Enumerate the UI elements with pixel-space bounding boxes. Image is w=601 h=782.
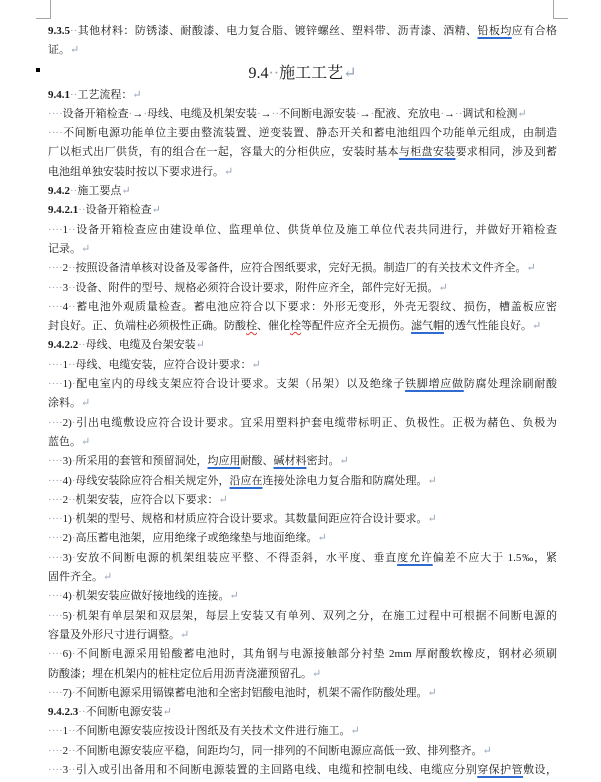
heading-anchor-square-icon bbox=[36, 68, 40, 72]
text-run: 容量及外形尺寸进行调整。 bbox=[48, 628, 180, 641]
formatting-mark: ↵ bbox=[427, 513, 437, 526]
text-line bbox=[48, 472, 557, 491]
text-run: 母线、电缆及台架安装 bbox=[85, 339, 196, 352]
text-run: 不间断电源安装应按设计图纸及有关技术文件进行施工。 bbox=[75, 725, 351, 738]
text-line bbox=[48, 587, 557, 606]
text-run: 不间断电源采用镉镍蓄电池和全密封铝酸电池时，机架不需作防酸处理。 bbox=[75, 686, 428, 699]
text-run: → bbox=[444, 107, 456, 120]
text-run: 9.4.2.1 bbox=[48, 204, 79, 217]
text-line bbox=[48, 259, 557, 278]
text-run: 9.3.5 bbox=[48, 25, 70, 37]
text-line bbox=[48, 221, 557, 240]
text-run: 9.4 bbox=[248, 64, 269, 82]
formatting-mark: ·· bbox=[78, 339, 86, 352]
text-line bbox=[48, 143, 557, 162]
formatting-mark: ·· bbox=[455, 107, 463, 120]
formatting-mark: ↵ bbox=[70, 44, 80, 57]
text-run: 3 bbox=[62, 763, 69, 776]
text-run: 6) bbox=[62, 648, 72, 661]
text-line bbox=[48, 433, 557, 452]
formatting-mark: · bbox=[71, 378, 76, 391]
text-run: 5) bbox=[62, 609, 72, 622]
text-run: 7) bbox=[62, 686, 72, 699]
text-line bbox=[48, 742, 557, 761]
text-run: 与柜盘安装 bbox=[398, 146, 456, 159]
formatting-mark: ↵ bbox=[339, 455, 349, 468]
text-run: 封良好。正、负端柱必须极性正确。防酸 bbox=[48, 320, 246, 333]
text-run: 厂以柜式出厂供货，有的组合在一起，容量大的分柜供应，安装时基本 bbox=[48, 146, 399, 159]
formatting-mark: ···· bbox=[48, 551, 63, 564]
text-run: → bbox=[260, 107, 272, 120]
text-run: 4) bbox=[62, 474, 72, 487]
text-line bbox=[48, 22, 557, 41]
formatting-mark: · bbox=[143, 107, 147, 120]
text-run: 要求相同，涉及到蓄 bbox=[455, 146, 558, 159]
text-line bbox=[48, 414, 557, 433]
text-run: 1) bbox=[62, 513, 72, 526]
formatting-mark: ···· bbox=[48, 648, 63, 661]
formatting-mark: ···· bbox=[48, 686, 63, 699]
text-run: 3) bbox=[62, 551, 72, 564]
text-run: 不间断电源功能单位主要由整流装置、逆变装置、静态开关和蓄电池组四个功能单元组成，由制造 bbox=[62, 127, 557, 140]
text-line bbox=[48, 722, 557, 741]
text-line bbox=[48, 607, 557, 626]
formatting-mark: ···· bbox=[48, 744, 63, 757]
text-line bbox=[48, 452, 557, 471]
text-line bbox=[48, 665, 557, 684]
text-run: 1) bbox=[62, 378, 72, 391]
formatting-mark: ↵ bbox=[151, 204, 161, 217]
document-body bbox=[48, 22, 557, 780]
text-line bbox=[48, 240, 557, 259]
text-run: 其他材料：防锈漆、耐酸漆、电力复合脂、镀锌螺丝、塑料带、沥青漆、酒精、 bbox=[77, 25, 478, 37]
formatting-mark: · bbox=[71, 513, 76, 526]
text-run: 涂料。 bbox=[48, 397, 81, 410]
text-line bbox=[48, 336, 557, 355]
text-boundary-mark-top-left bbox=[36, 0, 51, 19]
formatting-mark: ↵ bbox=[81, 397, 91, 410]
formatting-mark: · bbox=[71, 416, 76, 429]
formatting-mark: ···· bbox=[48, 493, 63, 506]
text-line bbox=[48, 124, 557, 143]
formatting-mark: ···· bbox=[48, 763, 63, 776]
text-run: 4) bbox=[62, 590, 72, 603]
text-run: 度允许 bbox=[397, 551, 433, 564]
text-run: 机架安装应做好接地线的连接。 bbox=[75, 590, 230, 603]
text-boundary-mark-top-right bbox=[553, 0, 568, 19]
formatting-mark: · bbox=[440, 107, 445, 120]
text-run: 配液、充放电 bbox=[374, 107, 441, 120]
formatting-mark: · bbox=[71, 609, 76, 622]
text-run: 电池组单独安装时按以下要求进行。 bbox=[48, 165, 224, 178]
text-run: 9.4.2 bbox=[48, 185, 70, 198]
text-run: 不间断电源安装应平稳，间距均匀，同一排列的不间断电源应高低一致、排列整齐。 bbox=[75, 744, 483, 757]
formatting-mark: ↵ bbox=[526, 262, 536, 275]
text-run: 铁脚增应做 bbox=[405, 378, 464, 391]
text-run: 沿应在 bbox=[229, 474, 263, 487]
text-run: 防酸漆；埋在机架内的桩柱定位后用沥青浇灌预留孔。 bbox=[48, 667, 312, 680]
text-line bbox=[48, 182, 557, 201]
text-line bbox=[48, 317, 557, 336]
formatting-mark: ·· bbox=[68, 763, 76, 776]
formatting-mark: ···· bbox=[48, 513, 63, 526]
text-run: 工艺流程： bbox=[77, 88, 133, 101]
formatting-mark: ···· bbox=[48, 609, 63, 622]
text-run: 均应用 bbox=[207, 455, 241, 468]
formatting-mark: · bbox=[71, 590, 76, 603]
formatting-mark: · bbox=[71, 686, 76, 699]
formatting-mark: ···· bbox=[48, 474, 63, 487]
text-run: 施工要点 bbox=[77, 185, 122, 198]
text-line bbox=[48, 375, 557, 394]
text-run: 栓 bbox=[290, 320, 301, 333]
text-run: 高压蓄电池架，应用绝缘子或绝缘垫与地面绝缘。 bbox=[75, 532, 318, 545]
formatting-mark: ↵ bbox=[312, 667, 322, 680]
text-run: 设备开箱检查应由建设单位、监理单位、供货单位及施工单位代表共同进行，并做好开箱检查 bbox=[75, 223, 557, 236]
text-run: 蓝色。 bbox=[48, 435, 81, 448]
text-run: 蓄电池外观质量检查。蓄电池应符合以下要求：外形无变形，外壳无裂纹、损伤，槽盖板应密 bbox=[75, 300, 557, 313]
text-run: 引出电缆敷设应符合设计要求。宜采用塑料护套电缆带标明正、负极性。正极为赭色、负极为 bbox=[75, 416, 557, 429]
formatting-mark: · bbox=[71, 551, 76, 564]
text-run: 配电室内的母线支架应符合设计要求。支架（吊架）以及绝缘子 bbox=[75, 378, 406, 391]
formatting-mark: ···· bbox=[48, 281, 63, 294]
text-run: 按照设备清单核对设备及零备件，应符合图纸要求，完好无损。制造厂的有关技术文件齐全。 bbox=[75, 262, 527, 275]
text-line bbox=[48, 298, 557, 317]
formatting-mark: · bbox=[71, 474, 76, 487]
text-line bbox=[48, 703, 557, 722]
formatting-mark: ↵ bbox=[162, 706, 172, 719]
formatting-mark: ···· bbox=[48, 300, 63, 313]
formatting-mark: ···· bbox=[48, 416, 63, 429]
text-run: 机架安装，应符合以下要求： bbox=[75, 493, 219, 506]
text-run: 记录。 bbox=[48, 242, 81, 255]
text-run: 偏差不应大于 1.5‰，紧 bbox=[432, 551, 558, 564]
formatting-mark: ·· bbox=[68, 300, 76, 313]
formatting-mark: · bbox=[71, 532, 76, 545]
formatting-mark: ···· bbox=[48, 590, 63, 603]
text-run: 穿保护管 bbox=[477, 763, 524, 776]
text-line bbox=[48, 86, 557, 105]
text-line bbox=[48, 394, 557, 413]
text-run: 连接处涂电力复合脂和防腐处理。 bbox=[262, 474, 428, 487]
text-line bbox=[48, 105, 557, 124]
text-line bbox=[48, 279, 557, 298]
formatting-mark: ↵ bbox=[317, 532, 327, 545]
text-line bbox=[48, 761, 557, 780]
formatting-mark: ···· bbox=[48, 358, 63, 371]
formatting-mark: ↵ bbox=[427, 474, 437, 487]
formatting-mark: ·· bbox=[68, 744, 76, 757]
text-run: 应有合格 bbox=[511, 25, 558, 37]
text-run: 施工工艺 bbox=[279, 64, 344, 82]
text-run: 等配件应齐全无损伤。 bbox=[301, 320, 411, 333]
text-line bbox=[48, 645, 557, 664]
formatting-mark: ↵ bbox=[517, 107, 527, 120]
text-run: 引入或引出备用和不间断电源装置的主回路电线、电缆和控制电线、电缆应分别 bbox=[75, 763, 478, 776]
formatting-mark: ···· bbox=[48, 262, 63, 275]
formatting-mark: ·· bbox=[78, 706, 86, 719]
formatting-mark: ↵ bbox=[195, 339, 205, 352]
text-run: 4 bbox=[62, 300, 69, 313]
text-line bbox=[48, 549, 557, 568]
formatting-mark: ·· bbox=[70, 25, 78, 37]
text-run: 1 bbox=[62, 725, 69, 738]
text-line bbox=[48, 163, 557, 182]
text-run: 母线安装除应符合相关规定外， bbox=[75, 474, 230, 487]
text-line bbox=[48, 356, 557, 375]
text-run: 碱材料 bbox=[273, 455, 307, 468]
formatting-mark: ·· bbox=[68, 281, 76, 294]
formatting-mark: ·· bbox=[70, 185, 78, 198]
formatting-mark: ↵ bbox=[103, 571, 113, 584]
formatting-mark: ↵ bbox=[81, 242, 91, 255]
text-run: 证。 bbox=[48, 44, 70, 57]
formatting-mark: ↵ bbox=[532, 320, 542, 333]
text-run: 9.4.2.3 bbox=[48, 706, 79, 719]
text-run: → bbox=[132, 107, 144, 120]
text-run: 栓 bbox=[246, 320, 257, 333]
text-run: 3 bbox=[62, 281, 69, 294]
formatting-mark: ·· bbox=[68, 262, 76, 275]
formatting-mark: ↵ bbox=[343, 64, 357, 82]
text-run: 调试和检测 bbox=[462, 107, 518, 120]
text-run: 安放不间断电源的机架组装应平整、不得歪斜，水平度、垂直 bbox=[75, 551, 398, 564]
formatting-mark: ·· bbox=[68, 358, 76, 371]
formatting-mark: ···· bbox=[48, 455, 63, 468]
text-run: 2) bbox=[62, 532, 72, 545]
text-line bbox=[48, 684, 557, 703]
text-run: 防腐处理涂刷耐酸 bbox=[463, 378, 558, 391]
formatting-mark: ↵ bbox=[438, 281, 448, 294]
text-run: 1 bbox=[62, 223, 69, 236]
formatting-mark: · bbox=[356, 107, 360, 120]
formatting-mark: ···· bbox=[48, 532, 63, 545]
formatting-mark: ↵ bbox=[482, 744, 492, 757]
formatting-mark: ↵ bbox=[218, 493, 228, 506]
formatting-mark: ·· bbox=[271, 107, 279, 120]
text-run: 1 bbox=[62, 358, 69, 371]
formatting-mark: ···· bbox=[48, 107, 63, 120]
formatting-mark: · bbox=[370, 107, 375, 120]
text-run: 设备开箱检查 bbox=[62, 107, 129, 120]
text-line bbox=[48, 201, 557, 220]
text-run: 设备、附件的型号、规格必须符合设计要求，附件应齐全，部件完好无损。 bbox=[75, 281, 439, 294]
formatting-mark: · bbox=[257, 107, 261, 120]
text-run: 设备开箱检查 bbox=[85, 204, 152, 217]
formatting-mark: ↵ bbox=[350, 725, 360, 738]
text-run: 母线、电缆安装，应符合设计要求： bbox=[75, 358, 252, 371]
formatting-mark: ↵ bbox=[132, 88, 142, 101]
text-run: 固件齐全。 bbox=[48, 571, 103, 584]
formatting-mark: ·· bbox=[68, 223, 76, 236]
text-run: 不间断电源采用铅酸蓄电池时，其角钢与电源接触部分衬垫 2mm 厚耐酸软橡皮，钢材必须刷 bbox=[75, 648, 557, 661]
text-line bbox=[48, 491, 557, 510]
formatting-mark: ···· bbox=[48, 378, 63, 391]
formatting-mark: ·· bbox=[68, 493, 76, 506]
text-line bbox=[48, 529, 557, 548]
formatting-mark: ···· bbox=[48, 127, 63, 140]
text-run: 密封。 bbox=[306, 455, 340, 468]
formatting-mark: ↵ bbox=[427, 686, 437, 699]
text-run: 3) bbox=[62, 455, 72, 468]
text-line bbox=[48, 41, 557, 60]
text-run: 所采用的套管和预留洞处， bbox=[75, 455, 208, 468]
section-heading-line bbox=[48, 61, 557, 86]
text-run: 母线、电缆及机架安装 bbox=[147, 107, 257, 120]
formatting-mark: ···· bbox=[48, 223, 63, 236]
formatting-mark: · bbox=[71, 455, 76, 468]
formatting-mark: ·· bbox=[70, 88, 78, 101]
text-run: 2 bbox=[62, 262, 69, 275]
formatting-mark: ↵ bbox=[180, 628, 190, 641]
formatting-mark: ···· bbox=[48, 725, 63, 738]
formatting-mark: ↵ bbox=[224, 165, 234, 178]
text-run: 2) bbox=[62, 416, 72, 429]
text-line bbox=[48, 510, 557, 529]
text-run: 、催化 bbox=[257, 320, 290, 333]
formatting-mark: ·· bbox=[68, 725, 76, 738]
text-run: 2 bbox=[62, 493, 69, 506]
formatting-mark: ↵ bbox=[229, 590, 239, 603]
text-run: 不间断电源安装 bbox=[85, 706, 163, 719]
text-run: 机架有单层架和双层架，每层上安装又有单列、双列之分，在施工过程中可根据不间断电源的 bbox=[75, 609, 557, 622]
formatting-mark: ↵ bbox=[81, 435, 91, 448]
text-line bbox=[48, 568, 557, 587]
formatting-mark: ·· bbox=[268, 64, 280, 82]
text-run: 不间断电源安装 bbox=[279, 107, 356, 120]
text-run: 机架的型号、规格和材质应符合设计要求。其数量间距应符合设计要求。 bbox=[75, 513, 428, 526]
formatting-mark: ↵ bbox=[121, 185, 131, 198]
text-run: 铅板均 bbox=[477, 25, 512, 37]
text-run: 9.4.2.2 bbox=[48, 339, 79, 352]
text-run: → bbox=[359, 107, 371, 120]
text-run: 2 bbox=[62, 744, 69, 757]
text-run: 耐酸、 bbox=[240, 455, 274, 468]
formatting-mark: ↵ bbox=[251, 358, 261, 371]
text-run: 9.4.1 bbox=[48, 88, 70, 101]
formatting-mark: · bbox=[128, 107, 133, 120]
text-line bbox=[48, 626, 557, 645]
text-run: 滤气帽 bbox=[411, 320, 444, 333]
text-run: 敷设， bbox=[523, 763, 558, 776]
text-run: 的透气性能良好。 bbox=[444, 320, 532, 333]
formatting-mark: · bbox=[71, 648, 76, 661]
formatting-mark: ·· bbox=[78, 204, 86, 217]
